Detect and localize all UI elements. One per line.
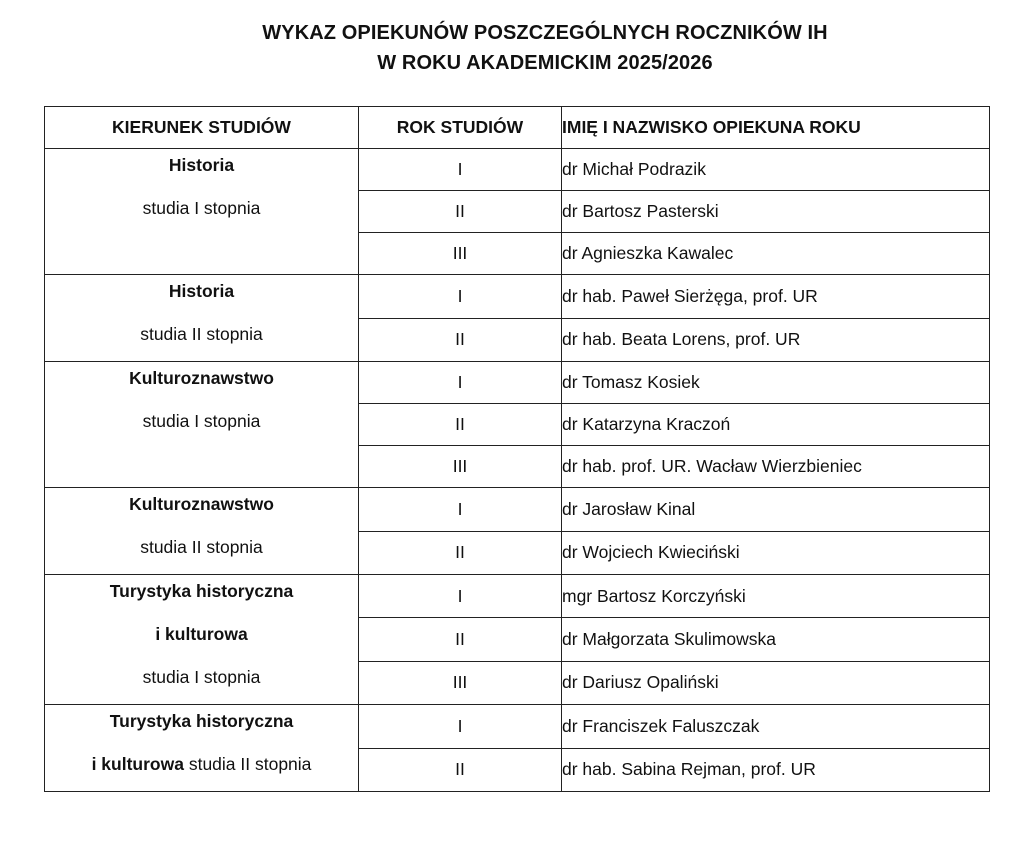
title-line-1: WYKAZ OPIEKUNÓW POSZCZEGÓLNYCH ROCZNIKÓW IH: [262, 22, 828, 44]
year-cell: I: [359, 488, 562, 532]
year-cell: I: [359, 275, 562, 319]
group-name-line-2: i kulturowa: [155, 624, 248, 644]
tutor-cell: dr Tomasz Kosiek: [562, 362, 990, 404]
tutor-cell: dr Agnieszka Kawalec: [562, 233, 990, 275]
year-cell: I: [359, 705, 562, 749]
year-cell: III: [359, 446, 562, 488]
table-row: [45, 149, 990, 191]
tutor-cell: dr Bartosz Pasterski: [562, 191, 990, 233]
table-header-row: [45, 107, 990, 149]
year-cell: II: [359, 191, 562, 233]
header-year: ROK STUDIÓW: [359, 107, 562, 149]
tutor-cell: dr Katarzyna Kraczoń: [562, 404, 990, 446]
tutor-cell: dr hab. Paweł Sierżęga, prof. UR: [562, 275, 990, 319]
table-row: [45, 488, 990, 532]
tutor-cell: mgr Bartosz Korczyński: [562, 575, 990, 618]
tutor-cell: dr Michał Podrazik: [562, 149, 990, 191]
group-name: Historia: [168, 281, 235, 301]
group-cell-historia-2: [45, 275, 359, 362]
tutor-cell: dr hab. Sabina Rejman, prof. UR: [562, 748, 990, 792]
tutor-cell: dr Wojciech Kwieciński: [562, 531, 990, 575]
year-cell: I: [359, 149, 562, 191]
year-cell: II: [359, 531, 562, 575]
year-cell: III: [359, 661, 562, 704]
group-level: studia II stopnia: [140, 324, 263, 344]
year-cell: II: [359, 618, 562, 661]
tutor-cell: dr Dariusz Opaliński: [562, 661, 990, 704]
group-name: Historia: [168, 155, 235, 175]
year-cell: II: [359, 404, 562, 446]
table-row: [45, 275, 990, 319]
group-name: Kulturoznawstwo: [129, 494, 274, 514]
year-cell: I: [359, 362, 562, 404]
tutor-cell: dr Jarosław Kinal: [562, 488, 990, 532]
year-cell: II: [359, 318, 562, 362]
document-title: [0, 18, 1036, 78]
group-level: studia I stopnia: [142, 667, 261, 687]
group-cell-kulturoznawstwo-1: [45, 362, 359, 488]
year-cell: I: [359, 575, 562, 618]
title-line-2: W ROKU AKADEMICKIM 2025/2026: [377, 52, 713, 74]
tutor-cell: dr hab. prof. UR. Wacław Wierzbieniec: [562, 446, 990, 488]
group-name-line-1: Turystyka historyczna: [109, 711, 294, 731]
group-level: studia I stopnia: [142, 198, 261, 218]
group-level: studia I stopnia: [142, 411, 261, 431]
group-cell-turystyka-2: [45, 705, 359, 792]
table-row: [45, 575, 990, 618]
group-name-line-1: Turystyka historyczna: [109, 581, 294, 601]
group-name-line-2: i kulturowa: [91, 754, 184, 774]
year-cell: III: [359, 233, 562, 275]
group-name: Kulturoznawstwo: [129, 368, 274, 388]
year-cell: II: [359, 748, 562, 792]
tutors-table: [44, 106, 990, 792]
group-level: studia II stopnia: [188, 754, 312, 774]
table-row: [45, 705, 990, 749]
group-level: studia II stopnia: [140, 537, 263, 557]
table-row: [45, 362, 990, 404]
group-cell-turystyka-1: [45, 575, 359, 705]
tutor-cell: dr Franciszek Faluszczak: [562, 705, 990, 749]
group-name-and-level: [45, 748, 358, 791]
group-cell-kulturoznawstwo-2: [45, 488, 359, 575]
group-cell-historia-1: [45, 149, 359, 275]
header-direction: KIERUNEK STUDIÓW: [45, 107, 359, 149]
header-tutor: IMIĘ I NAZWISKO OPIEKUNA ROKU: [562, 107, 990, 149]
tutor-cell: dr hab. Beata Lorens, prof. UR: [562, 318, 990, 362]
tutor-cell: dr Małgorzata Skulimowska: [562, 618, 990, 661]
